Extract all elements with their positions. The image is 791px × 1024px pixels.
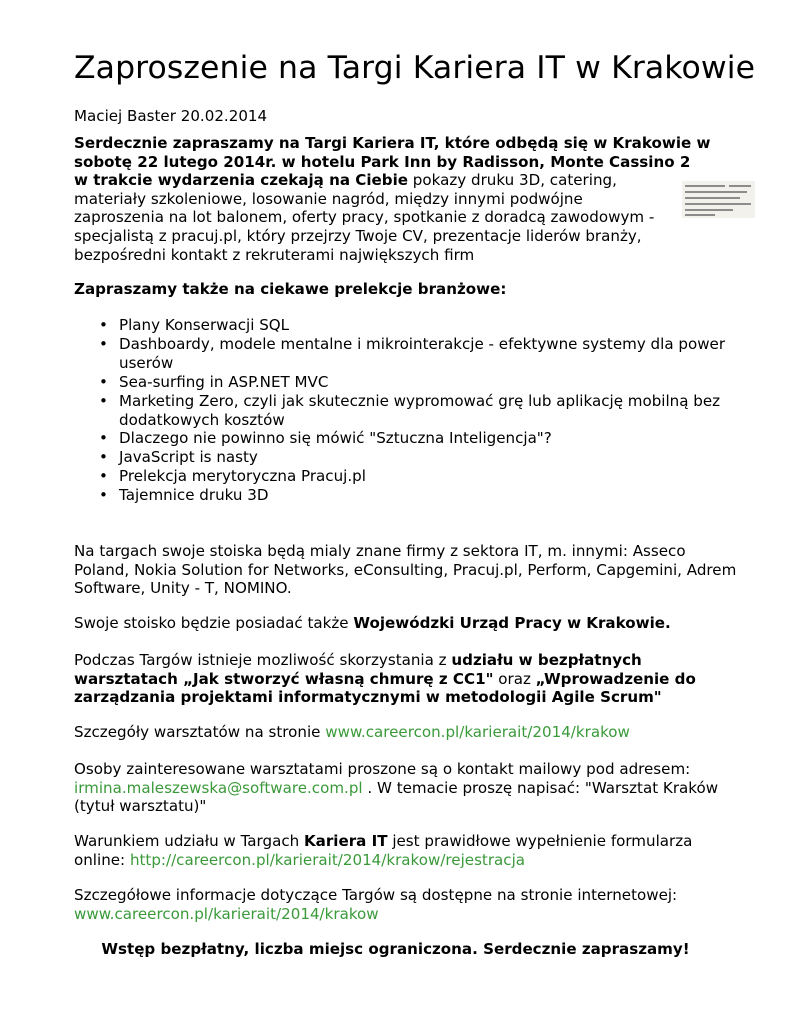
list-item: • JavaScript is nasty — [99, 448, 258, 467]
page-title: Zaproszenie na Targi Kariera IT w Krakowie — [74, 50, 756, 86]
intro-line7: bezpośredni kontakt z rekruterami największych firm — [74, 245, 475, 264]
intro-line3-rest: pokazy druku 3D, catering, — [408, 171, 617, 190]
bullet-icon: • — [99, 316, 108, 334]
workshop-cc1-title: warsztatach „Jak stworzyć własną chmurę z CC1" — [74, 669, 494, 688]
intro-line4: materiały szkoleniowe, losowanie nagród, między innymi podwójne — [74, 189, 583, 208]
list-item: • Sea-surfing in ASP.NET MVC — [99, 372, 329, 391]
workshops-details-link[interactable]: www.careercon.pl/karierait/2014/krakow — [325, 723, 630, 741]
bullet-icon: • — [99, 448, 108, 467]
details-paragraph: Szczegóły warsztatów na stronie www.careercon.pl/karierait/2014/krakow — [74, 723, 630, 741]
companies-paragraph: Na targach swoje stoiska będą mialy znane firmy z sektora IT, m. innymi: Asseco Poland, Nokia Solution for Networks, eConsulting, Pracuj.pl, Perform, Capgemini, Adrem Software, Unity - T, NOMINO. — [74, 542, 737, 598]
intro-line5: zaproszenia na lot balonem, oferty pracy, spotkanie z doradcą zawodowym - — [74, 208, 655, 227]
lectures-heading: Zapraszamy także na ciekawe prelekcje branżowe: — [74, 280, 507, 298]
office-name: Wojewódzki Urząd Pracy w Krakowie. — [353, 614, 671, 632]
bullet-icon: • — [99, 486, 108, 505]
closing-statement: Wstęp bezpłatny, liczba miejsc ograniczona. Serdecznie zapraszamy! — [101, 940, 690, 958]
office-paragraph: Swoje stoisko będzie posiadać także Wojewódzki Urząd Pracy w Krakowie. — [74, 614, 671, 632]
list-item: • Plany Konserwacji SQL — [99, 316, 290, 334]
contact-paragraph: Osoby zainteresowane warsztatami proszone są o kontakt mailowy pod adresem: irmina.maleszewska@software.com.pl . W temacie proszę napisać: "Warsztat Kraków (tytuł warsztatu)" — [74, 760, 719, 816]
bullet-icon: • — [99, 372, 108, 391]
bullet-icon: • — [99, 429, 108, 448]
list-item: • Tajemnice druku 3D — [99, 486, 269, 505]
bullet-icon: • — [99, 391, 108, 410]
bullet-icon: • — [99, 334, 108, 353]
document-thumbnail-image — [682, 181, 755, 218]
info-website-link[interactable]: www.careercon.pl/karierait/2014/krakow — [74, 904, 379, 923]
intro-bold-line2: sobotę 22 lutego 2014r. w hotelu Park Inn by Radisson, Monte Cassino 2 — [74, 152, 691, 171]
list-item: • Marketing Zero, czyli jak skutecznie wypromować grę lub aplikację mobilną bez dodatkowych kosztów — [99, 391, 721, 429]
list-item: • Dlaczego nie powinno się mówić "Sztuczna Inteligencja"? — [99, 429, 552, 448]
list-item: • Prelekcja merytoryczna Pracuj.pl — [99, 467, 366, 486]
workshop-scrum-title: zarządzania projektami informatycznymi w metodologii Agile Scrum" — [74, 688, 662, 707]
intro-paragraph — [74, 134, 764, 264]
intro-bold-line3: w trakcie wydarzenia czekają na Ciebie — [74, 171, 408, 190]
list-item: • Dashboardy, modele mentalne i mikrointerakcje - efektywne systemy dla power userów — [99, 334, 726, 372]
registration-link[interactable]: http://careercon.pl/karierait/2014/krakow/rejestracja — [129, 850, 526, 869]
intro-bold-line1: Serdecznie zapraszamy na Targi Kariera IT, które odbędą się w Krakowie w — [74, 134, 711, 152]
contact-email-link[interactable]: irmina.maleszewska@software.com.pl — [74, 778, 363, 797]
bullet-icon: • — [99, 467, 108, 486]
intro-line6: specjalistą z pracuj.pl, który przejrzy Twoje CV, prezentacje liderów branży, — [74, 226, 642, 245]
registration-paragraph: Warunkiem udziału w Targach Kariera IT jest prawidłowe wypełnienie formularza online: http://careercon.pl/karierait/2014/krakow/rejestracja — [74, 832, 693, 869]
workshops-paragraph: Podczas Targów istnieje mozliwość skorzystania z udziału w bezpłatnych warsztatach „Jak stworzyć własną chmurę z CC1" oraz „Wprowadzenie do zarządzania projektami informatycznymi w metodologii Agile Scrum" — [74, 651, 764, 707]
info-paragraph: Szczegółowe informacje dotyczące Targów są dostępne na stronie internetowej: www.careercon.pl/karierait/2014/krakow — [74, 886, 678, 923]
byline: Maciej Baster 20.02.2014 — [74, 107, 268, 125]
lectures-list — [74, 316, 754, 505]
